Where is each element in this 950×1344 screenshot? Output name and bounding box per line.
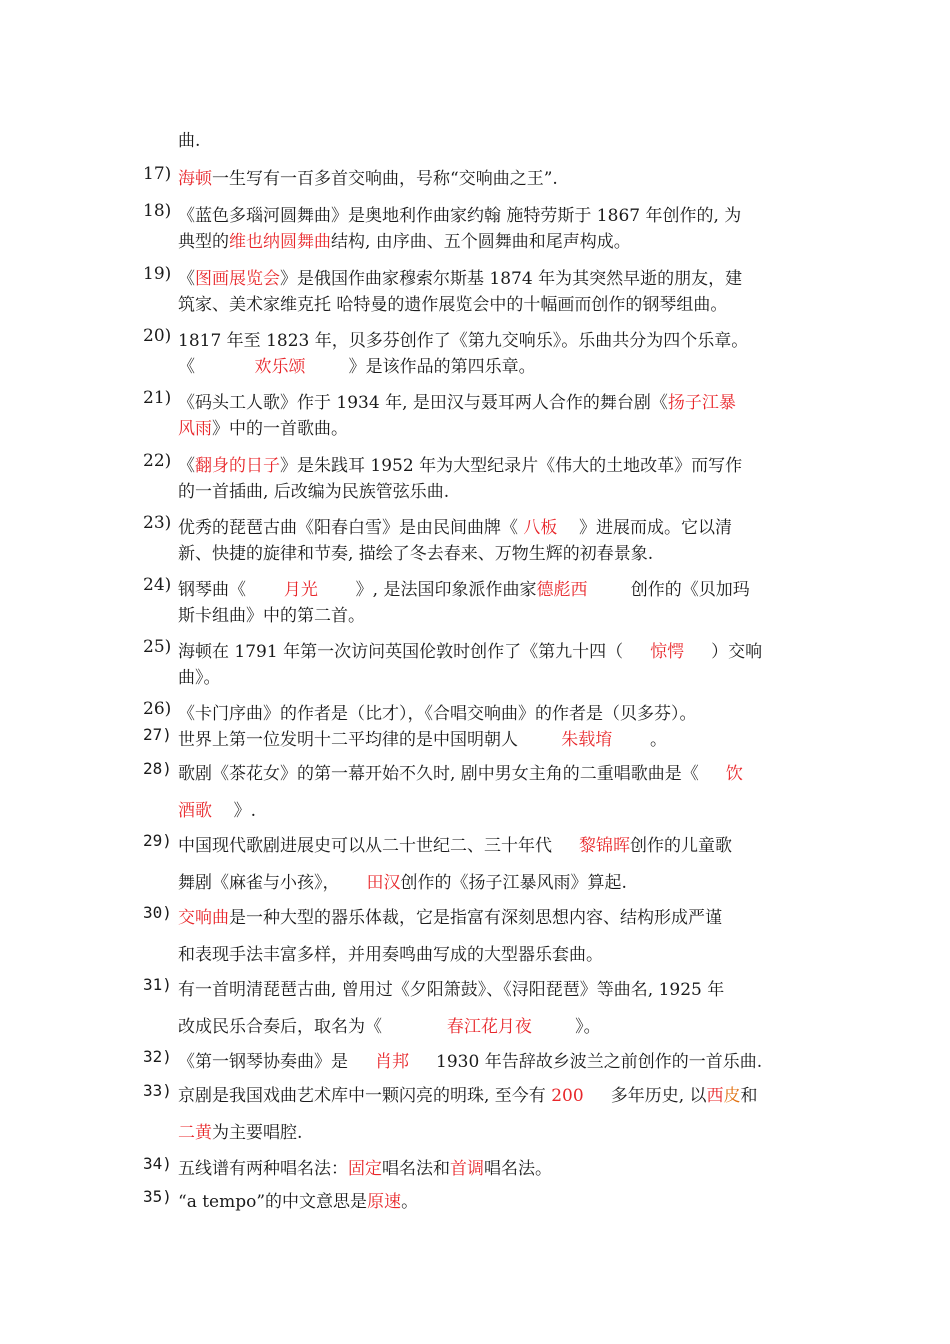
question-text: 《 bbox=[178, 357, 255, 377]
question-text: 》是该作品的第四乐章。 bbox=[305, 357, 536, 377]
question-text: 》中的一首歌曲。 bbox=[212, 419, 348, 439]
question-line bbox=[178, 1047, 762, 1072]
question-text: 》进展而成。它以清 bbox=[557, 518, 733, 538]
question-line bbox=[178, 1118, 302, 1143]
question-number: 21) bbox=[143, 388, 172, 408]
answer-text: 肖邦 bbox=[375, 1052, 410, 1072]
answer-text: 春江花月夜 bbox=[446, 1017, 532, 1037]
answer-text: 西 bbox=[706, 1086, 724, 1106]
question-text: “a tempo”的中文意思是 bbox=[178, 1192, 368, 1212]
answer-text: 德彪西 bbox=[536, 580, 588, 600]
question-text: 》是俄国作曲家穆索尔斯基 1874 年为其突然早逝的朋友，建 bbox=[280, 269, 743, 289]
question-line bbox=[178, 513, 732, 538]
question-text: 为主要唱腔. bbox=[212, 1123, 303, 1143]
question-text: 曲. bbox=[178, 131, 201, 151]
question-line bbox=[178, 264, 742, 289]
question-number: 25) bbox=[143, 637, 172, 657]
answer-text: 黎锦晖 bbox=[579, 836, 631, 856]
question-number: 22) bbox=[143, 451, 172, 471]
answer-text: 八板 bbox=[523, 518, 558, 538]
question-text: 《码头工人歌》作于 1934 年, 是田汉与聂耳两人合作的舞台剧《 bbox=[178, 393, 668, 413]
question-line bbox=[178, 575, 750, 600]
question-line bbox=[178, 868, 627, 893]
question-text: 舞剧《麻雀与小孩》， bbox=[178, 873, 367, 893]
question-text: 改成民乐合奏后，取名为《 bbox=[178, 1017, 447, 1037]
question-text: 歌剧《茶花女》的第一幕开始不久时, 剧中男女主角的二重唱歌曲是《 bbox=[178, 764, 726, 784]
question-number: 30) bbox=[143, 903, 172, 922]
question-line bbox=[178, 796, 256, 821]
answer-text: 200 bbox=[551, 1086, 584, 1106]
question-line bbox=[178, 699, 697, 724]
answer-text: 二黄 bbox=[178, 1123, 212, 1143]
question-number: 19) bbox=[143, 264, 172, 284]
answer-text: 交响曲 bbox=[178, 908, 229, 928]
answer-text: 固定 bbox=[348, 1159, 382, 1179]
question-line bbox=[178, 1187, 418, 1212]
question-number: 24) bbox=[143, 575, 172, 595]
question-text: 一生写有一百多首交响曲，号称“交响曲之王”. bbox=[212, 169, 558, 189]
question-line bbox=[178, 601, 365, 626]
question-line bbox=[178, 290, 727, 315]
question-number: 31) bbox=[143, 975, 172, 994]
question-text: 《蓝色多瑙河圆舞曲》是奥地利作曲家约翰 施特劳斯于 1867 年创作的, 为 bbox=[178, 206, 742, 226]
question-text: 《 bbox=[178, 456, 195, 476]
question-line bbox=[178, 477, 449, 502]
question-text: 世界上第一位发明十二平均律的是中国明朝人 bbox=[178, 730, 562, 750]
question-text: 创作的《贝加玛 bbox=[587, 580, 750, 600]
answer-text: 首调 bbox=[450, 1159, 484, 1179]
question-line bbox=[178, 663, 221, 688]
question-line bbox=[178, 451, 742, 476]
question-line bbox=[178, 201, 741, 226]
answer-text: 扬子江暴 bbox=[667, 393, 736, 413]
answer-text: 酒歌 bbox=[178, 801, 212, 821]
answer-text: 朱载堉 bbox=[561, 730, 613, 750]
question-line bbox=[178, 164, 558, 189]
question-number: 33) bbox=[143, 1081, 172, 1100]
question-text: 钢琴曲《 bbox=[178, 580, 284, 600]
question-number: 34) bbox=[143, 1154, 172, 1173]
question-line bbox=[178, 352, 536, 377]
question-text: 的一首插曲, 后改编为民族管弦乐曲. bbox=[178, 482, 450, 502]
question-text: 唱名法。 bbox=[484, 1159, 552, 1179]
question-line bbox=[178, 759, 743, 784]
question-text: 《第一钢琴协奏曲》是 bbox=[178, 1052, 376, 1072]
question-number: 28) bbox=[143, 759, 172, 778]
question-line bbox=[178, 388, 736, 413]
question-text: 。 bbox=[401, 1192, 419, 1212]
question-line bbox=[178, 637, 762, 662]
question-text: 唱名法和 bbox=[382, 1159, 450, 1179]
answer-text: 惊愕 bbox=[650, 642, 685, 662]
question-text: 》. bbox=[212, 801, 257, 821]
question-number: 32) bbox=[143, 1047, 172, 1066]
question-line bbox=[178, 1081, 758, 1106]
answer-text: 翻身的日子 bbox=[195, 456, 280, 476]
question-text: 》是朱践耳 1952 年为大型纪录片《伟大的土地改革》而写作 bbox=[280, 456, 743, 476]
question-text: 》, 是法国印象派作曲家 bbox=[317, 580, 537, 600]
question-text: 斯卡组曲》中的第二首。 bbox=[178, 606, 365, 626]
question-line bbox=[178, 975, 724, 1000]
question-text: 筑家、美术家维克托 哈特曼的遗作展览会中的十幅画而创作的钢琴组曲。 bbox=[178, 295, 728, 315]
question-number: 20) bbox=[143, 326, 172, 346]
question-line bbox=[178, 1154, 552, 1179]
question-number: 26) bbox=[143, 699, 172, 719]
question-text: 海顿在 1791 年第一次访问英国伦敦时创作了《第九十四（ bbox=[178, 642, 651, 662]
question-number: 35) bbox=[143, 1187, 172, 1206]
question-line bbox=[178, 539, 653, 564]
question-number: 17) bbox=[143, 164, 172, 184]
question-number: 23) bbox=[143, 513, 172, 533]
question-text: 和 bbox=[740, 1086, 758, 1106]
question-line bbox=[178, 831, 732, 856]
answer-text: 田汉 bbox=[366, 873, 401, 893]
question-text: 曲》。 bbox=[178, 668, 221, 688]
question-text: 京剧是我国戏曲艺术库中一颗闪亮的明珠, 至今有 bbox=[178, 1086, 552, 1106]
question-text: 中国现代歌剧进展史可以从二十世纪二、三十年代 bbox=[178, 836, 580, 856]
answer-text: 皮 bbox=[723, 1086, 741, 1106]
question-text: 是一种大型的器乐体裁，它是指富有深刻思想内容、结构形成严谨 bbox=[229, 908, 722, 928]
question-text: 《 bbox=[178, 269, 195, 289]
question-line bbox=[178, 1012, 601, 1037]
question-line bbox=[178, 326, 748, 351]
answer-text: 原速 bbox=[367, 1192, 402, 1212]
answer-text: 欢乐颂 bbox=[254, 357, 306, 377]
question-text: 优秀的琵琶古曲《阳春白雪》是由民间曲牌《 bbox=[178, 518, 524, 538]
question-text: 有一首明清琵琶古曲, 曾用过《夕阳箫鼓》、《浔阳琵琶》等曲名, 1925 年 bbox=[178, 980, 725, 1000]
question-text: 1817 年至 1823 年，贝多芬创作了《第九交响乐》。乐曲共分为四个乐章。 bbox=[178, 331, 749, 351]
question-line bbox=[178, 725, 667, 750]
question-number: 27) bbox=[143, 725, 172, 744]
question-text: 和表现手法丰富多样，并用奏鸣曲写成的大型器乐套曲。 bbox=[178, 945, 603, 965]
question-line bbox=[178, 126, 200, 151]
question-text: 创作的《扬子江暴风雨》算起. bbox=[400, 873, 627, 893]
answer-text: 月光 bbox=[283, 580, 318, 600]
question-text: 创作的儿童歌 bbox=[630, 836, 733, 856]
question-text: 《卡门序曲》的作者是（比才），《合唱交响曲》的作者是（贝多芬）。 bbox=[178, 704, 697, 724]
question-text: 多年历史, 以 bbox=[583, 1086, 707, 1106]
answer-text: 维也纳圆舞曲 bbox=[229, 232, 331, 252]
question-text: ）交响 bbox=[684, 642, 763, 662]
question-line bbox=[178, 903, 722, 928]
question-number: 18) bbox=[143, 201, 172, 221]
question-line bbox=[178, 940, 603, 965]
question-text: 。 bbox=[612, 730, 668, 750]
question-text: 新、快捷的旋律和节奏, 描绘了冬去春来、万物生辉的初春景象. bbox=[178, 544, 654, 564]
question-text: 五线谱有两种唱名法： bbox=[178, 1159, 348, 1179]
question-text: 典型的 bbox=[178, 232, 229, 252]
question-text: 1930 年告辞故乡波兰之前创作的一首乐曲. bbox=[409, 1052, 763, 1072]
answer-text: 图画展览会 bbox=[195, 269, 280, 289]
answer-text: 风雨 bbox=[178, 419, 212, 439]
answer-text: 海顿 bbox=[178, 169, 212, 189]
question-text: 结构, 由序曲、五个圆舞曲和尾声构成。 bbox=[331, 232, 631, 252]
question-number: 29) bbox=[143, 831, 172, 850]
question-text: 》。 bbox=[531, 1017, 601, 1037]
answer-text: 饮 bbox=[725, 764, 743, 784]
question-line bbox=[178, 227, 631, 252]
question-line bbox=[178, 414, 348, 439]
